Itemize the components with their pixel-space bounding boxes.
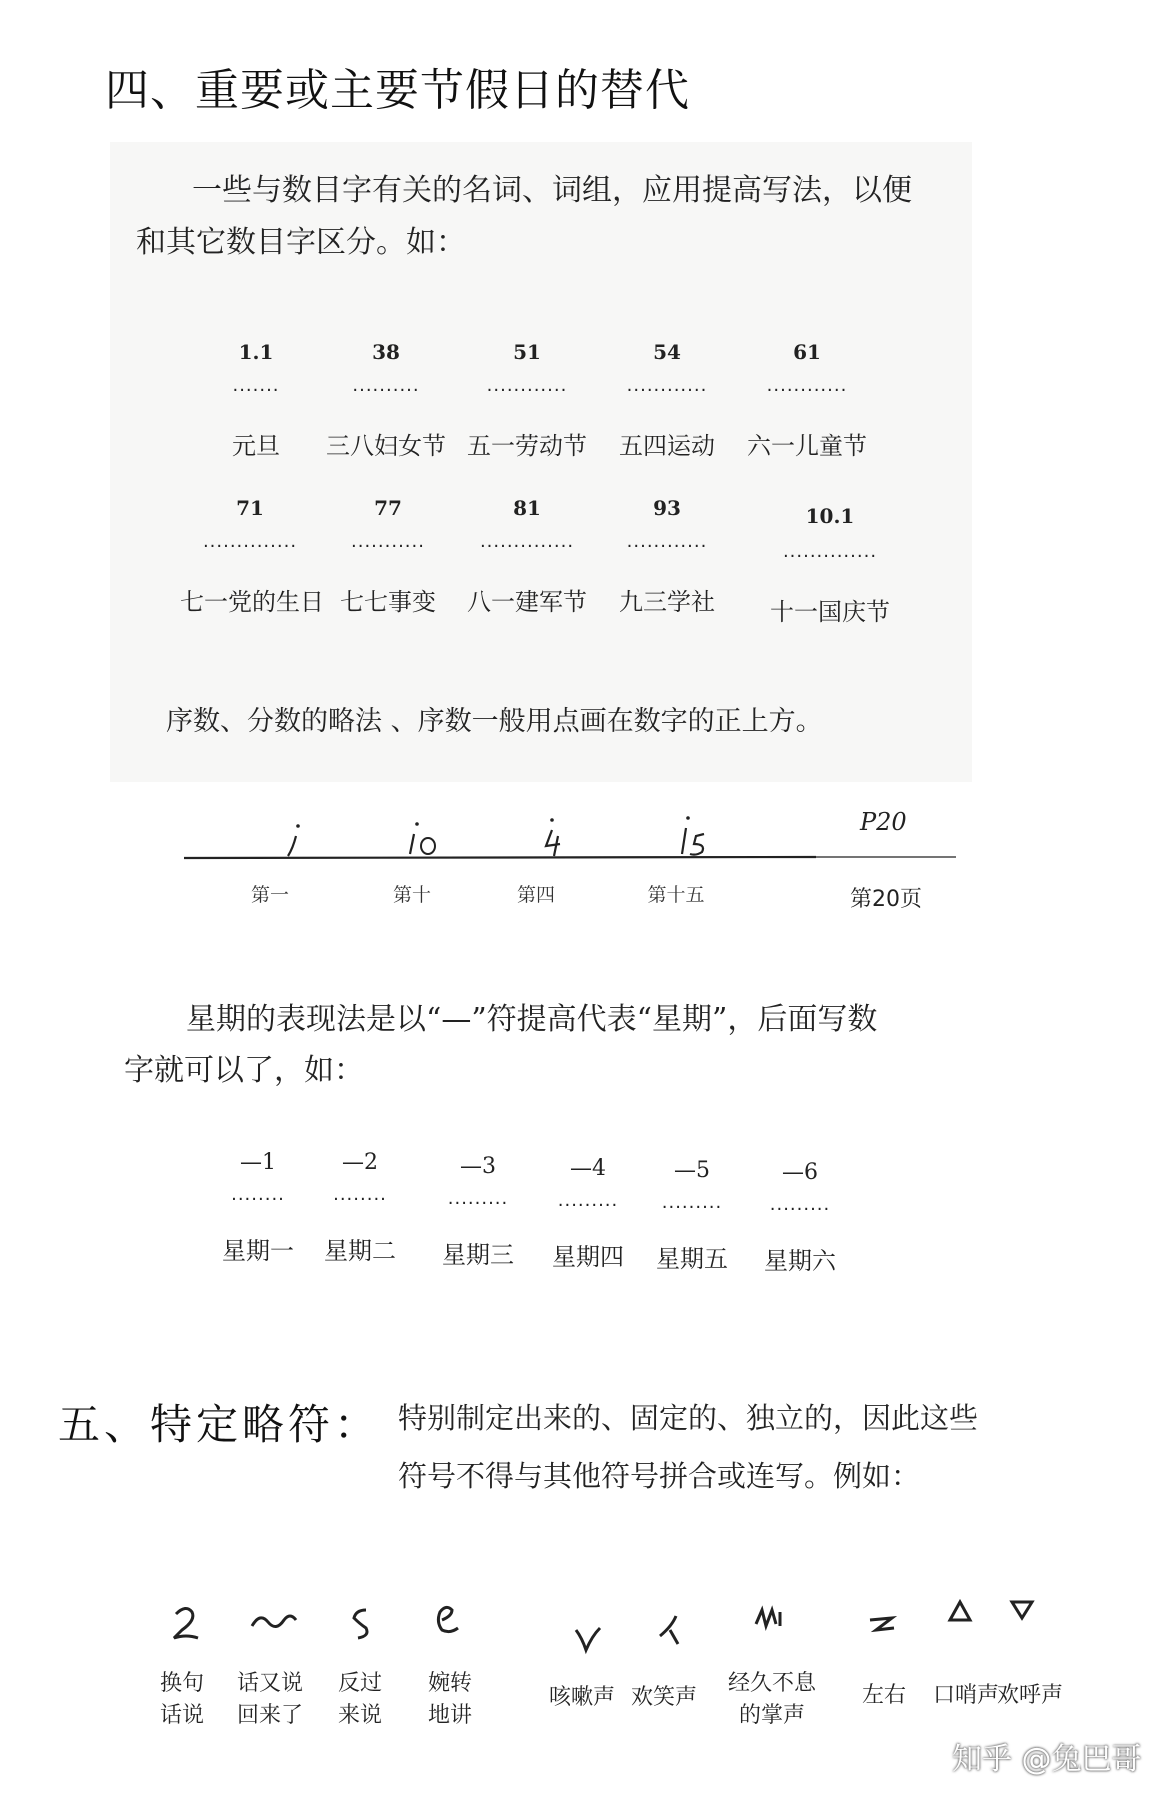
holiday-number: 38 [372, 340, 400, 364]
ordinal-strip [180, 800, 960, 920]
symbol-caption [150, 1668, 214, 1732]
weekday-label: 星期二 [324, 1237, 396, 1265]
intro-line-2: 和其它数目字区分。如： [136, 225, 466, 260]
intro-line-1: 一些与数目字有关的名词、词组，应用提高写法，以便 [192, 173, 912, 208]
symbol-caption [540, 1682, 624, 1714]
caption-line: 换句 [159, 1671, 204, 1696]
holiday-item [462, 340, 592, 461]
symbol-captions [140, 1668, 1063, 1758]
weekday-label: 星期四 [552, 1243, 624, 1271]
holiday-item [462, 496, 592, 617]
symbol-caption [418, 1668, 482, 1732]
ordinal-label: 第十五 [647, 884, 705, 906]
holiday-number: 1.1 [238, 340, 274, 364]
holiday-item [321, 340, 451, 461]
weekday-item [210, 1150, 306, 1266]
watermark: 知乎 @兔巴哥 [952, 1742, 1142, 1777]
caption-line: 咳嗽声 [548, 1685, 615, 1710]
weekday-label: 星期一 [222, 1237, 294, 1265]
holiday-label: 十一国庆节 [770, 598, 890, 626]
holiday-item [328, 496, 448, 617]
holiday-number: 10.1 [805, 504, 855, 528]
section4-heading: 四、重要或主要节假日的替代 [105, 65, 690, 116]
holiday-item [602, 496, 732, 617]
dot-line: ·········· [352, 380, 420, 401]
ordinal-label: 第四 [516, 884, 555, 906]
handwritten-page-mark: P20 [860, 808, 907, 836]
caption-line: 回来了 [236, 1703, 303, 1728]
weekday-label: 星期五 [656, 1245, 728, 1273]
holiday-number: 71 [236, 496, 264, 520]
dot-line: ············ [626, 536, 708, 557]
dot-line: ········· [557, 1195, 619, 1216]
caption-line: 婉转 [427, 1671, 472, 1696]
holiday-label: 八一建军节 [467, 588, 587, 616]
weekday-item [312, 1150, 408, 1266]
symbol-caption [622, 1682, 706, 1714]
weekday-number: —5 [674, 1158, 710, 1183]
section5-heading: 五、特定略符： [58, 1400, 381, 1449]
holiday-label: 元旦 [232, 432, 280, 460]
dot-line: ·············· [479, 536, 575, 557]
holiday-label: 九三学社 [619, 588, 715, 616]
caption-line: 欢呼声 [996, 1683, 1063, 1708]
weekday-item [538, 1156, 638, 1272]
ordinal-label: 第一 [250, 884, 289, 906]
holiday-number: 61 [793, 340, 821, 364]
holiday-label: 七一党的生日 [180, 588, 324, 616]
symbol-caption [720, 1668, 824, 1732]
caption-line: 经久不息 [727, 1671, 816, 1696]
caption-line: 话说 [159, 1703, 204, 1728]
weekday-label: 星期六 [764, 1247, 836, 1275]
holiday-number: 51 [513, 340, 541, 364]
dot-line: ········· [661, 1197, 723, 1218]
dot-line: ········· [769, 1199, 831, 1220]
dot-line: ·············· [782, 546, 878, 567]
section5-desc-2: 符号不得与其他符号拼合或连写。例如： [398, 1459, 921, 1493]
holiday-number: 93 [653, 496, 681, 520]
caption-line: 的掌声 [738, 1703, 805, 1728]
week-line-2: 字就可以了，如： [124, 1053, 364, 1088]
caption-line: 地讲 [427, 1703, 472, 1728]
caption-line: 左右 [861, 1683, 906, 1708]
dot-line: ··········· [351, 536, 425, 557]
holiday-number: 81 [513, 496, 541, 520]
weekday-number: —2 [342, 1150, 378, 1175]
dot-line: ············ [766, 380, 848, 401]
symbol-caption [328, 1668, 392, 1732]
dot-line: ············ [626, 380, 708, 401]
ordinal-note: 序数、分数的略法 、序数一般用点画在数字的正上方。 [166, 706, 823, 737]
caption-line: 话又说 [236, 1671, 303, 1696]
weekday-label: 星期三 [442, 1241, 514, 1269]
dot-line: ········ [231, 1189, 285, 1210]
holiday-item [742, 340, 872, 461]
week-line-1: 星期的表现法是以“—”符提高代表“星期”，后面写数 [186, 1002, 878, 1037]
ordinal-label: 第十 [392, 884, 431, 906]
caption-line: 口哨声 [932, 1683, 999, 1708]
weekday-item [642, 1158, 742, 1274]
weekday-number: —4 [570, 1156, 606, 1181]
caption-line: 来说 [337, 1703, 382, 1728]
holiday-label: 三八妇女节 [326, 432, 446, 460]
dot-line: ········ [333, 1189, 387, 1210]
holiday-number: 77 [374, 496, 402, 520]
weekday-number: —3 [460, 1154, 496, 1179]
symbol-caption [988, 1680, 1072, 1712]
page-label: 第20页 [850, 887, 922, 912]
holiday-item [180, 496, 324, 617]
caption-line: 反过 [337, 1671, 382, 1696]
holiday-number: 54 [653, 340, 681, 364]
symbol-caption [228, 1668, 312, 1732]
ordinal-shorthand [180, 800, 960, 870]
weekday-number: —6 [782, 1160, 818, 1185]
special-symbols [140, 1590, 1060, 1670]
dot-line: ············ [486, 380, 568, 401]
dot-line: ········· [447, 1193, 509, 1214]
weekday-item [750, 1160, 850, 1276]
caption-line: 欢笑声 [630, 1685, 697, 1710]
holiday-item [760, 504, 900, 627]
weekday-number: —1 [240, 1150, 276, 1175]
holiday-row-1 [196, 340, 976, 480]
dot-line: ·············· [202, 536, 298, 557]
section5-desc-1: 特别制定出来的、固定的、独立的，因此这些 [398, 1401, 979, 1435]
dot-line: ······· [232, 380, 280, 401]
holiday-label: 五四运动 [619, 432, 715, 460]
holiday-label: 六一儿童节 [747, 432, 867, 460]
holiday-row-2 [180, 496, 980, 636]
holiday-label: 七七事变 [340, 588, 436, 616]
weekday-item [430, 1154, 526, 1270]
holiday-label: 五一劳动节 [467, 432, 587, 460]
holiday-item [602, 340, 732, 461]
symbol-caption [854, 1680, 914, 1712]
weekday-row [210, 1150, 870, 1290]
holiday-item [196, 340, 316, 461]
